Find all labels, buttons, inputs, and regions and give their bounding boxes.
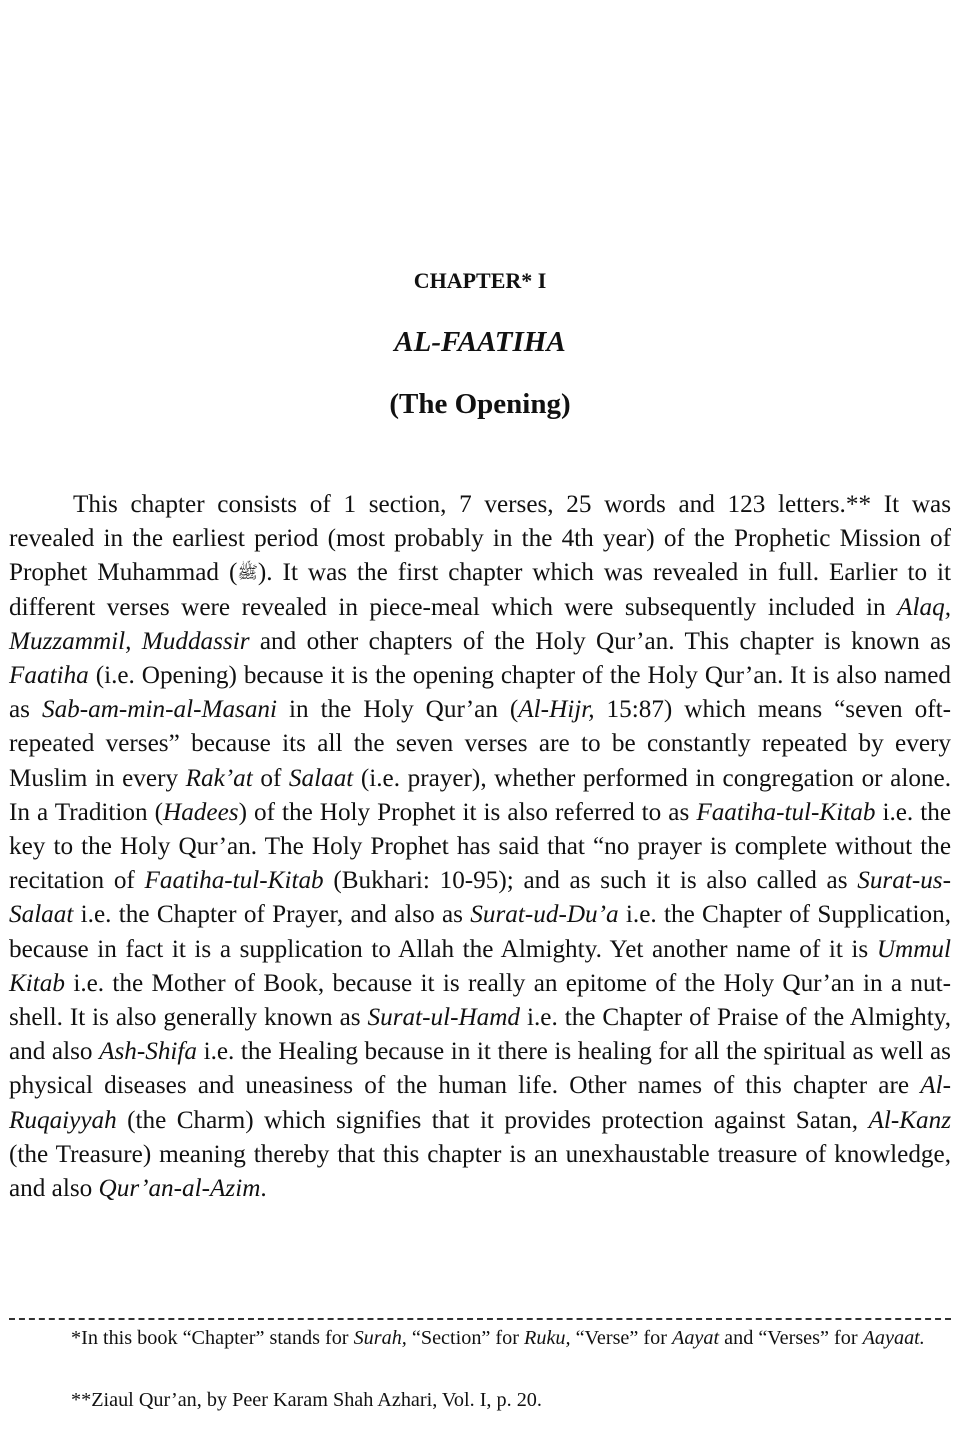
chapter-number: CHAPTER* I: [413, 268, 547, 293]
footnote-1: [9, 1323, 951, 1353]
italic-term: Surah,: [353, 1327, 407, 1349]
italic-term: Aayat: [672, 1327, 720, 1349]
italic-term: Salaat: [288, 764, 354, 792]
text-run: i.e. the Chapter of Praise of the Almighty, and also: [9, 1004, 951, 1066]
text-run: i.e. the Healing because in it there is healing for all the spiritual as well as physical diseases and uneasiness of the human life. Other names of this chapter are: [9, 1038, 951, 1100]
italic-term: Alaq, Muzzammil, Muddassir: [9, 593, 951, 655]
italic-term: Hadees: [163, 798, 239, 826]
text-run: This chapter consists of 1 section, 7 verses, 25 words and 123 letters.** It was revealed in the earliest period (most probably in the 4th year) of the Prophetic Mission of Prophet Muhammad (: [9, 491, 951, 587]
text-run: “Verse” for: [570, 1327, 672, 1349]
text-run: ) of the Holy Prophet it is also referred to as: [238, 798, 697, 826]
italic-term: Ruku,: [524, 1327, 571, 1349]
text-run: 15:87) which means “seven oft-repeated verses” because its all the seven verses are to be constantly repeated by every Muslim in every: [9, 696, 951, 792]
text-run: (the Charm) which signifies that it provides protection against Satan,: [116, 1106, 869, 1134]
pbuh-glyph-icon: ﷺ: [237, 563, 258, 584]
text-run: and other chapters of the Holy Qur’an. This chapter is known as: [249, 627, 951, 655]
text-run: “Section” for: [406, 1327, 525, 1349]
text-run: (i.e. prayer), whether performed in congregation or alone. In a Tradition (: [9, 764, 951, 826]
italic-term: Surat-ul-Hamd: [367, 1004, 521, 1032]
footnote-divider: [9, 1318, 951, 1320]
italic-term: Ummul Kitab: [9, 935, 951, 997]
italic-term: Faatiha: [9, 662, 89, 690]
text-run: ). It was the first chapter which was revealed in full. Earlier to it different verses were revealed in piece-meal which were subsequently included in: [9, 559, 951, 621]
italic-term: Al-Kanz: [868, 1106, 951, 1134]
chapter-subtitle: (The Opening): [389, 388, 571, 420]
italic-term: Faatiha-tul-Kitab: [696, 798, 876, 826]
italic-term: Ash-Shifa: [99, 1038, 198, 1066]
text-run: (the Treasure) meaning thereby that this chapter is an unexhaustable treasure of knowledge, and also: [9, 1140, 951, 1203]
italic-term: Qur’an-al-Azim: [98, 1175, 261, 1203]
text-run: i.e. the Chapter of Prayer, and also as: [73, 901, 471, 929]
text-run: and “Verses” for: [719, 1327, 863, 1349]
italic-term: Surat-us-Salaat: [9, 867, 951, 929]
text-run: i.e. the Chapter of Supplication, because in fact it is a supplication to Allah the Almighty. Yet another name of it is: [9, 901, 951, 963]
italic-term: Faatiha-tul-Kitab: [144, 867, 324, 895]
italic-term: Surat-ud-Du’a: [470, 901, 619, 929]
text-run: (i.e. Opening) because it is the opening chapter of the Holy Qur’an. It is also named as: [9, 662, 951, 724]
text-run: i.e. the Mother of Book, because it is really an epitome of the Holy Qur’an in a nut-shell. It is also generally known as: [9, 969, 951, 1032]
footnote-2: **Ziaul Qur’an, by Peer Karam Shah Azhari, Vol. I, p. 20.: [71, 1389, 542, 1411]
italic-term: Al-Ruqaiyyah: [9, 1072, 951, 1134]
body-paragraph: [9, 488, 951, 1206]
italic-term: Sab-am-min-al-Masani: [41, 696, 278, 724]
text-run: (Bukhari: 10-95); and as such it is also called as: [323, 867, 858, 895]
italic-term: Al-Hijr,: [518, 696, 595, 724]
text-run: .: [260, 1175, 267, 1203]
text-run: of: [252, 764, 289, 792]
text-run: *In this book “Chapter” stands for: [71, 1327, 354, 1349]
text-run: in the Holy Qur’an (: [277, 696, 519, 724]
italic-term: Aayaat.: [862, 1327, 925, 1349]
text-run: i.e. the key to the Holy Qur’an. The Holy Prophet has said that “no prayer is complete without the recitation of: [9, 798, 952, 895]
italic-term: Rak’at: [185, 764, 253, 792]
chapter-title: AL-FAATIHA: [394, 326, 566, 358]
